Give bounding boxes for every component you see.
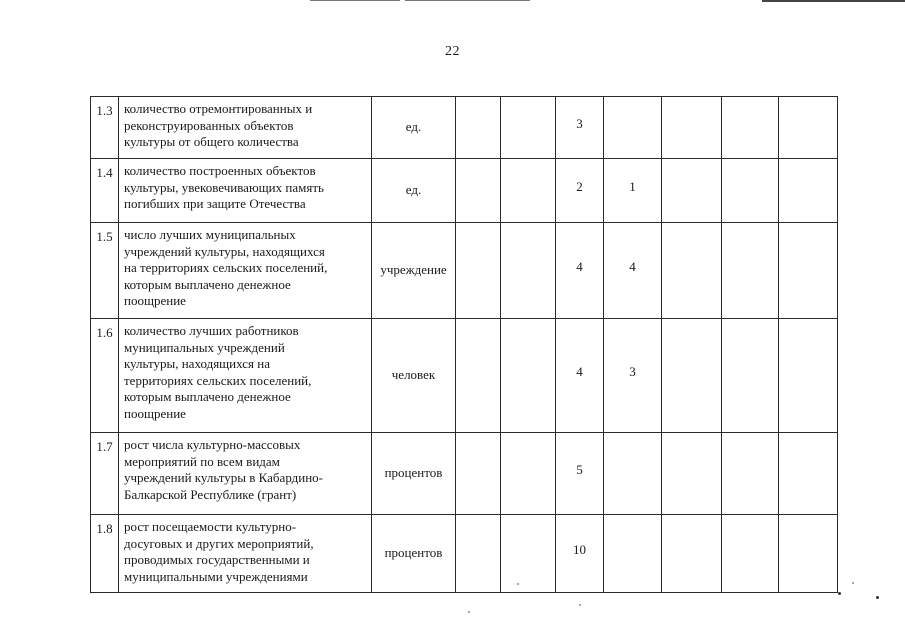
description-line: культуры, увековечивающих память: [124, 179, 324, 195]
table-row: [91, 159, 838, 223]
value-cell: [779, 515, 838, 593]
description-line: Балкарской Республике (грант): [124, 486, 297, 502]
row-number: 1.7: [91, 433, 119, 515]
value-cell: 1: [604, 159, 662, 223]
value-cell: [456, 97, 501, 159]
value-cell: [722, 433, 779, 515]
value-cell: [456, 433, 501, 515]
scan-speck: [838, 592, 841, 595]
description-line: количество построенных объектов: [124, 163, 316, 178]
row-number: 1.5: [91, 223, 119, 319]
value-cell: [722, 223, 779, 319]
value-cell: [456, 319, 501, 433]
unit-of-measure: учреждение: [372, 223, 456, 319]
indicator-description: [119, 97, 372, 159]
description-line: культуры от общего количества: [124, 134, 299, 149]
description-line: которым выплачено денежное: [124, 276, 291, 292]
value-cell: [662, 515, 722, 593]
description-line: рост числа культурно-массовых: [124, 437, 301, 452]
description-line: муниципальными учреждениями: [124, 568, 308, 584]
value-cell: [779, 319, 838, 433]
description-line: погибших при защите Отечества: [124, 196, 306, 211]
value-cell: [662, 319, 722, 433]
value-cell: 4: [604, 223, 662, 319]
table-row: [91, 515, 838, 593]
description-line: досуговых и других мероприятий,: [124, 535, 314, 551]
value-cell: 3: [604, 319, 662, 433]
value-cell: [722, 319, 779, 433]
table-row: [91, 97, 838, 159]
row-number: 1.3: [91, 97, 119, 159]
scan-speck: [517, 583, 519, 585]
value-cell: 3: [556, 97, 604, 159]
value-cell: [604, 515, 662, 593]
value-cell: [662, 159, 722, 223]
table-row: [91, 319, 838, 433]
scan-speck: [852, 582, 854, 584]
description-line: число лучших муниципальных: [124, 227, 296, 242]
description-line: поощрение: [124, 293, 186, 308]
description-line: которым выплачено денежное: [124, 389, 291, 404]
indicator-description: [119, 319, 372, 433]
value-cell: [722, 97, 779, 159]
value-cell: [722, 515, 779, 593]
value-cell: [779, 97, 838, 159]
value-cell: [501, 433, 556, 515]
description-line: культуры, находящихся на: [124, 356, 270, 371]
value-cell: [456, 515, 501, 593]
description-line: учреждений культуры, находящихся: [124, 243, 325, 259]
indicator-description: [119, 159, 372, 223]
description-line: поощрение: [124, 405, 186, 421]
value-cell: [501, 223, 556, 319]
value-cell: [722, 159, 779, 223]
value-cell: [501, 159, 556, 223]
page-number: 22: [445, 44, 460, 59]
description-line: территориях сельских поселений,: [124, 372, 312, 388]
value-cell: [501, 515, 556, 593]
value-cell: 4: [556, 223, 604, 319]
indicator-table: [90, 96, 838, 593]
value-cell: 10: [556, 515, 604, 593]
description-line: учреждений культуры в Кабардино-: [124, 470, 323, 485]
description-line: мероприятий по всем видам: [124, 453, 280, 469]
unit-of-measure: процентов: [372, 515, 456, 593]
row-number: 1.6: [91, 319, 119, 433]
top-scan-rule-center: [405, 0, 530, 1]
table-body: [91, 97, 838, 593]
value-cell: [779, 159, 838, 223]
description-line: проводимых государственными и: [124, 552, 310, 567]
unit-of-measure: ед.: [372, 159, 456, 223]
value-cell: [456, 159, 501, 223]
value-cell: [662, 223, 722, 319]
indicator-description: [119, 223, 372, 319]
value-cell: [501, 319, 556, 433]
value-cell: [604, 433, 662, 515]
scan-speck: [579, 604, 581, 606]
value-cell: [779, 433, 838, 515]
top-scan-rule-right: [762, 0, 905, 2]
value-cell: [662, 433, 722, 515]
description-line: реконструированных объектов: [124, 117, 294, 133]
value-cell: 5: [556, 433, 604, 515]
description-line: рост посещаемости культурно-: [124, 519, 297, 534]
description-line: на территориях сельских поселений,: [124, 260, 328, 275]
description-line: количество отремонтированных и: [124, 101, 313, 116]
value-cell: 4: [556, 319, 604, 433]
value-cell: 2: [556, 159, 604, 223]
unit-of-measure: ед.: [372, 97, 456, 159]
unit-of-measure: человек: [372, 319, 456, 433]
indicator-description: [119, 515, 372, 593]
scan-speck: [876, 596, 879, 599]
value-cell: [456, 223, 501, 319]
description-line: количество лучших работников: [124, 323, 299, 338]
table-row: [91, 433, 838, 515]
value-cell: [779, 223, 838, 319]
row-number: 1.8: [91, 515, 119, 593]
value-cell: [604, 97, 662, 159]
top-scan-rule-left: [310, 0, 400, 1]
scan-speck: [468, 611, 470, 613]
row-number: 1.4: [91, 159, 119, 223]
description-line: муниципальных учреждений: [124, 339, 285, 355]
unit-of-measure: процентов: [372, 433, 456, 515]
value-cell: [501, 97, 556, 159]
indicator-description: [119, 433, 372, 515]
table-row: [91, 223, 838, 319]
value-cell: [662, 97, 722, 159]
